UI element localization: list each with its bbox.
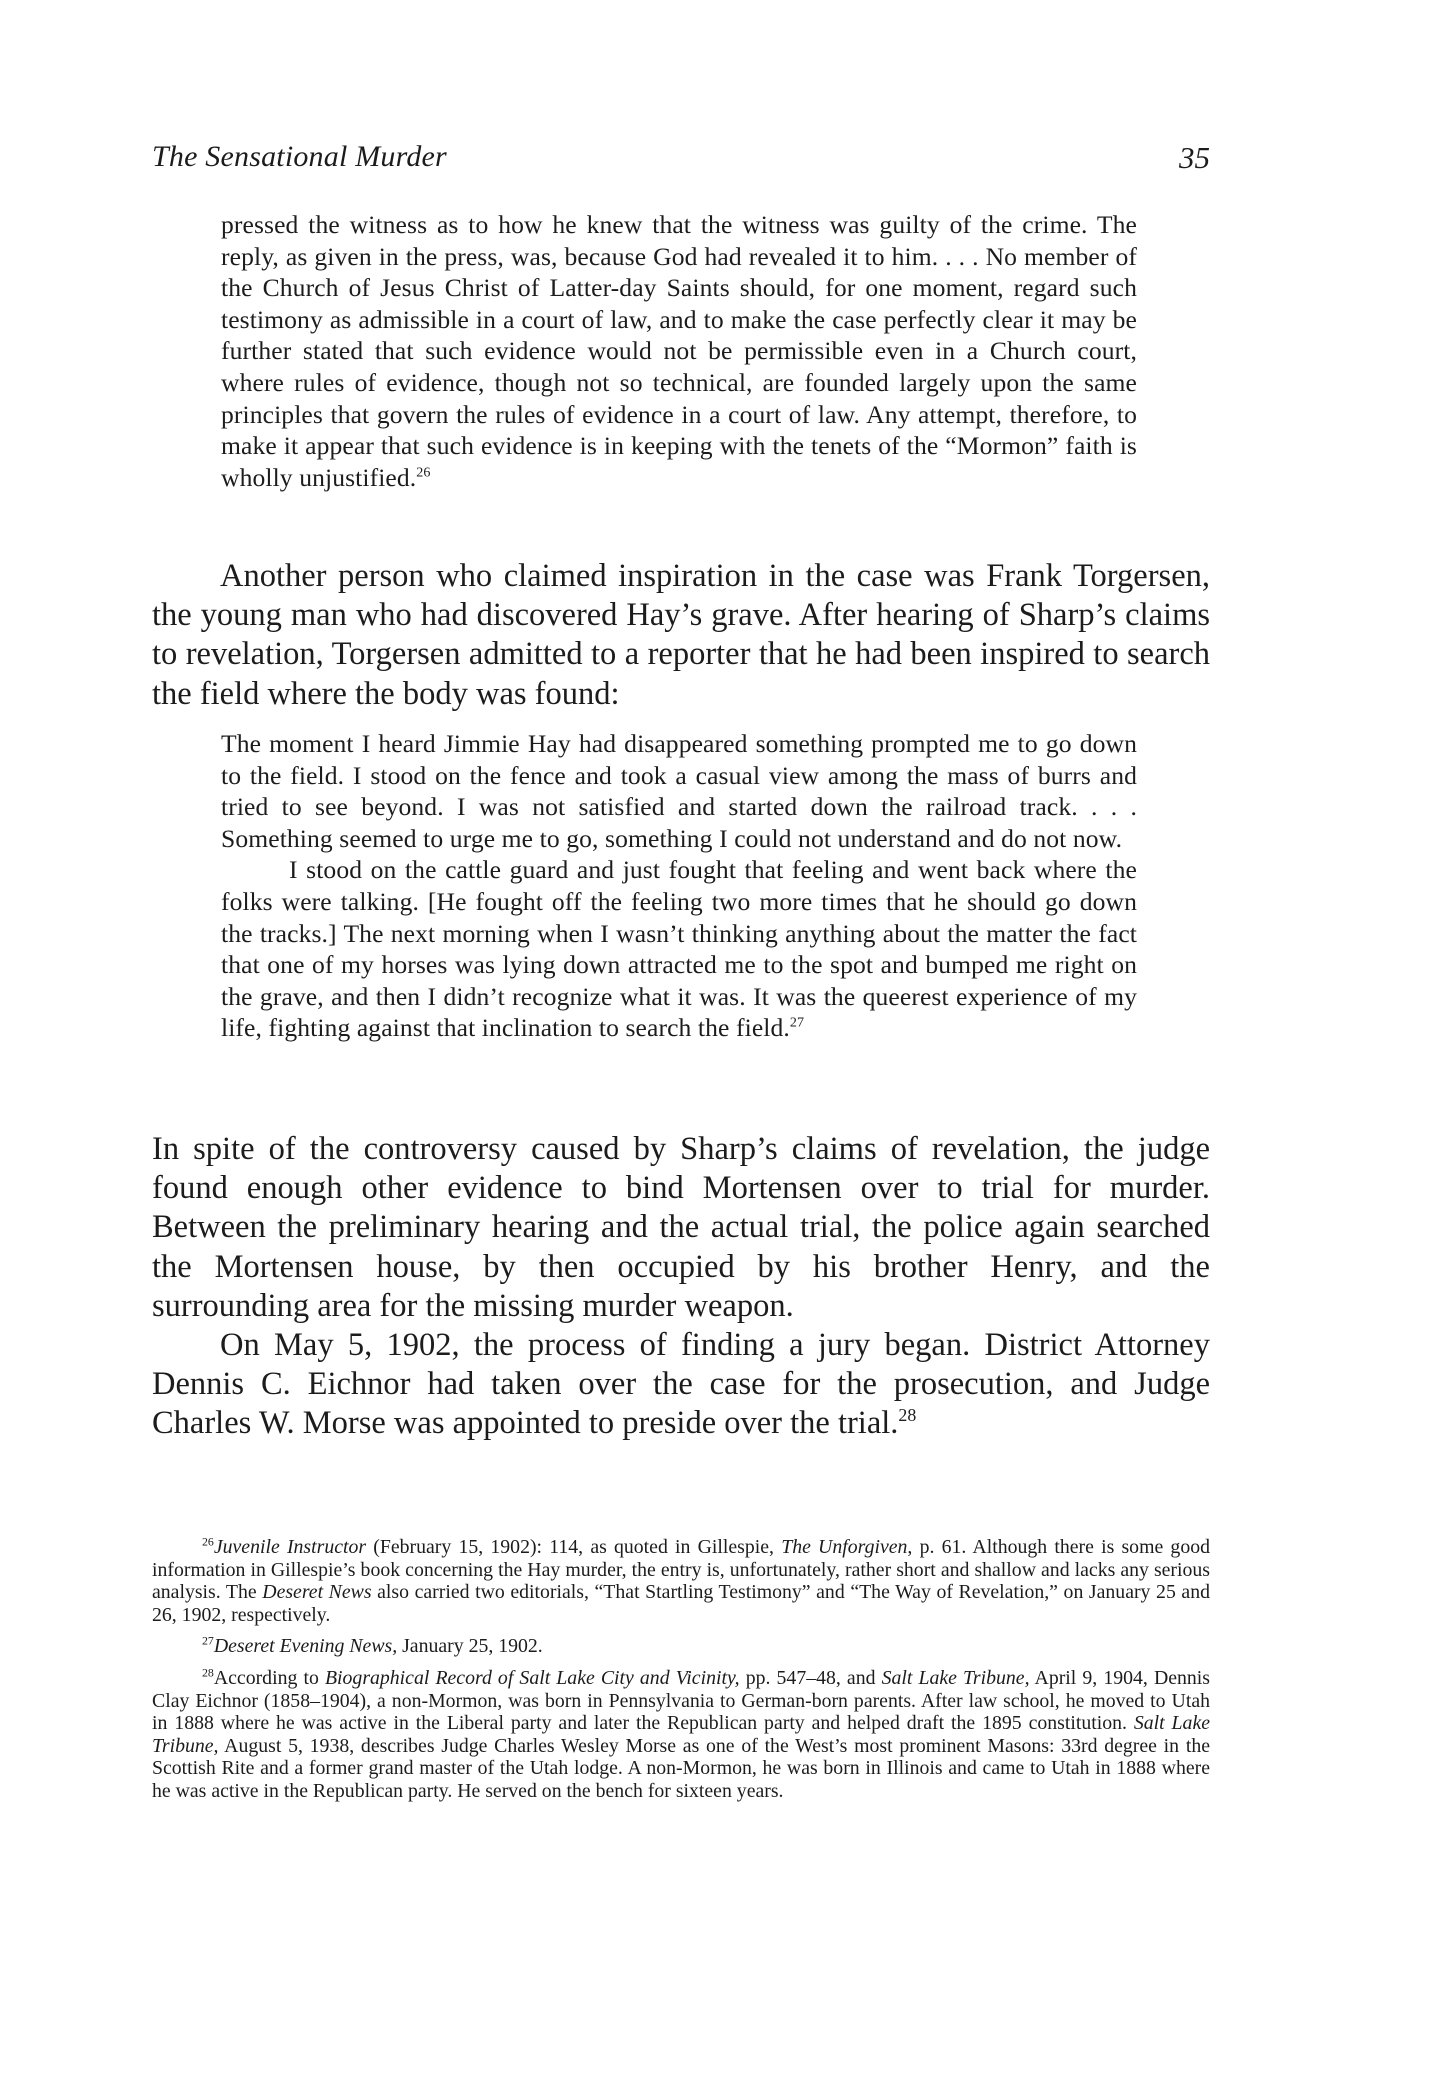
body-text: On May 5, 1902, the process of finding a jury began. District Attorney Dennis C. Eichnor had taken over the case for the prosecution, and Judge Charles W. Morse was appointed to preside over the trial. <box>152 1327 1210 1442</box>
citation-title: Biographical Record of Salt Lake City and Vicinity, <box>324 1666 740 1689</box>
footnote-text: January 25, 1902. <box>397 1635 543 1658</box>
citation-title: The Unforgiven <box>781 1536 908 1558</box>
footnote-text: August 5, 1938, describes Judge Charles Wesley Morse as one of the West’s most prominent Masons: 33rd degree in the Scottish Rite and a former grand master of the Utah lodge. A non-Mormon, he was born in Illinois and came to Utah in 1888 where he was active in the Republican party. He served on the bench for sixteen years. <box>152 1734 1210 1802</box>
quote-text: pressed the witness as to how he knew that the witness was guilty of the crime. The reply, as given in the press, was, because God had revealed it to him. . . . No member of the Church of Jesus Christ of Latter-day Saints should, for one moment, regard such testimony as admissible in a court of law, and to make the case perfectly clear it may be further stated that such evidence would not be permissible even in a Church court, where rules of evidence, though not so technical, are founded largely upon the same principles that govern the rules of evidence in a court of law. Any attempt, therefore, to make it appear that such evidence is in keeping with the tenets of the “Mormon” faith is wholly unjustified. <box>221 210 1137 492</box>
footnote-ref-26: 26 <box>416 464 431 481</box>
quote-text: The moment I heard Jimmie Hay had disappeared something prompted me to go down to the field. I stood on the fence and took a casual view among the mass of burrs and tried to see beyond. I was not satisfied and started down the railroad track. . . . Something seemed to urge me to go, something I could not understand and do not now. <box>221 729 1137 853</box>
body-text: In spite of the controversy caused by Sharp’s claims of revelation, the judge found enough other evidence to bind Mortensen over to trial for murder. Between the preliminary hearing and the actual trial, the police again searched the Mortensen house, by then occupied by his brother Henry, and the surrounding area for the missing murder weapon. <box>152 1131 1210 1324</box>
running-head <box>152 140 1210 184</box>
footnote-number: 26 <box>202 1534 214 1549</box>
footnote-text: April 9, 1904, Dennis Clay Eichnor (1858–1904), a non-Mormon, was born in Pennsylvania to German-born parents. After law school, he moved to Utah in 1888 where he was active in the Liberal party and later the Republican party and helped draft the 1895 constitution. <box>152 1666 1210 1735</box>
body-paragraph <box>152 1130 1210 1326</box>
citation-title: Juvenile Instructor <box>213 1536 367 1558</box>
footnote-27 <box>152 1635 1210 1658</box>
block-quote-second <box>221 728 1137 1044</box>
citation-title: Deseret News <box>262 1581 372 1604</box>
running-title: The Sensational Murder <box>152 140 447 173</box>
footnote-text: (February 15, 1902): 114, as quoted in Gillespie, <box>366 1536 782 1558</box>
body-paragraph <box>152 557 1210 714</box>
citation-title: Salt Lake Tribune, <box>881 1666 1030 1689</box>
citation-title: Deseret Evening News, <box>213 1635 398 1658</box>
footnote-text: pp. 547–48, and <box>739 1666 882 1689</box>
footnote-28 <box>152 1667 1210 1803</box>
block-quote-first <box>221 209 1137 493</box>
body-text: Another person who claimed inspiration in the case was Frank Torgersen, the young man who had discovered Hay’s grave. After hearing of Sharp’s claims to revelation, Torgersen admitted to a reporter that he had been inspired to search the field where the body was found: <box>152 558 1210 712</box>
quote-text: I stood on the cattle guard and just fought that feeling and went back where the folks were talking. [He fought off the feeling two more times that he should go down the tracks.] The next morning when I wasn’t thinking anything about the matter the fact that one of my horses was lying down attracted me to the spot and bumped me right on the grave, and then I didn’t recognize what it was. It was the queerest experience of my life, fighting against that inclination to search the field. <box>221 855 1137 1043</box>
body-section-trial <box>152 1130 1210 1444</box>
quote-paragraph <box>221 728 1137 854</box>
footnote-text: also carried two editorials, “That Startling Testimony” and “The Way of Revelation,” on January 25 and 26, 1902, respectively. <box>152 1581 1210 1626</box>
body-paragraph-torgersen <box>152 557 1210 714</box>
footnote-26 <box>152 1536 1210 1626</box>
citation-title: Salt Lake Tribune, <box>152 1712 1211 1757</box>
footnote-number: 27 <box>202 1633 214 1648</box>
footnote-ref-27: 27 <box>789 1014 805 1031</box>
quote-paragraph <box>221 209 1137 493</box>
footnote-text: , p. 61. Although there is some good information in Gillespie’s book concerning the Hay murder, the entry is, unfortunately, rather short and shallow and lacks any serious analysis. The <box>152 1536 1210 1604</box>
footnote-ref-28: 28 <box>898 1405 917 1426</box>
page-number: 35 <box>1179 140 1210 175</box>
footnote-text: According to <box>213 1666 325 1689</box>
footnotes <box>152 1536 1210 1812</box>
footnote-number: 28 <box>202 1665 214 1680</box>
body-paragraph <box>152 1326 1210 1444</box>
quote-paragraph <box>221 854 1137 1044</box>
